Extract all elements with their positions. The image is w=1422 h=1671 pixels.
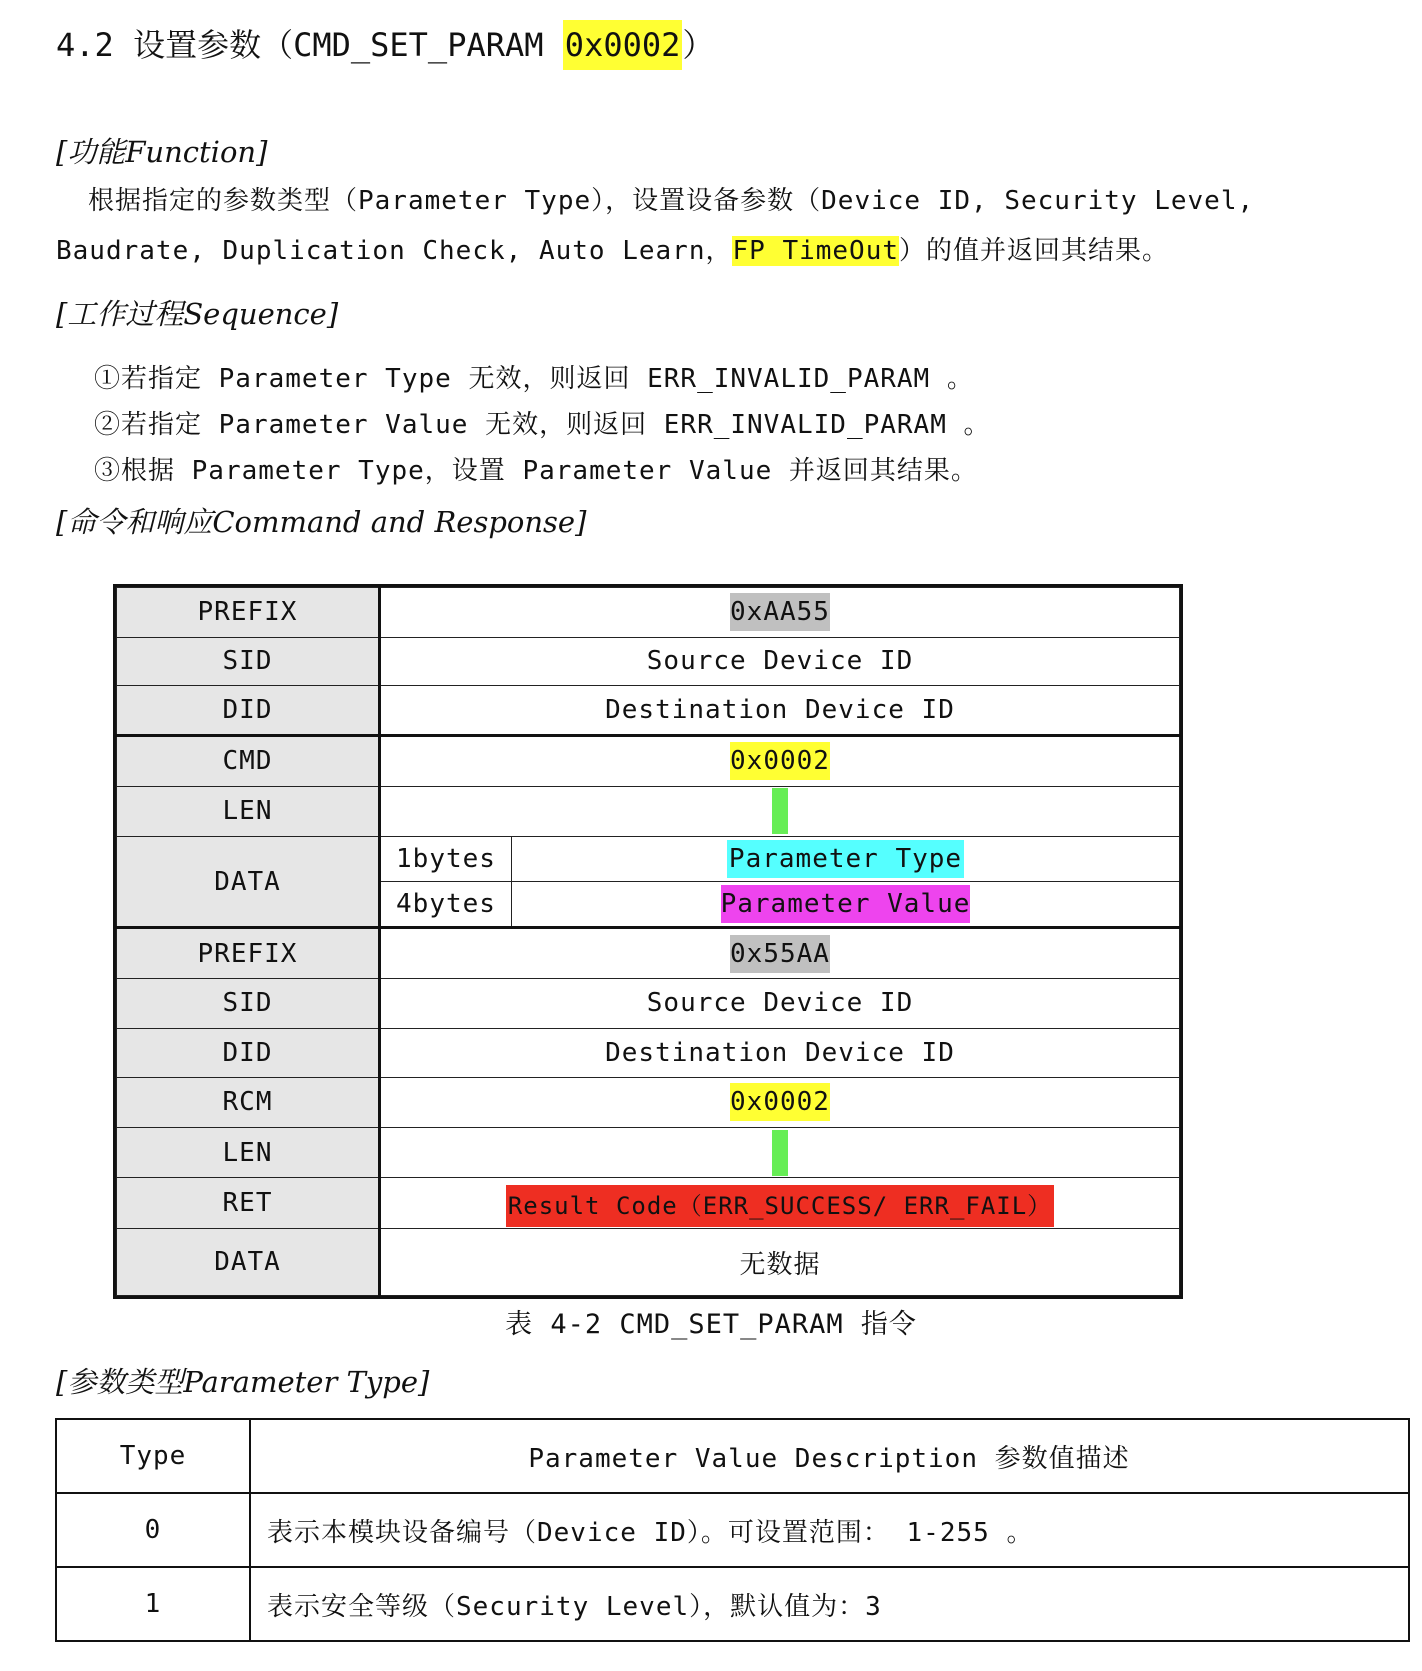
cmd-prefix-value: 0xAA55 bbox=[730, 593, 830, 631]
function-text-before: 根据指定的参数类型（Parameter Type），设置设备参数（Device ID, Security Level, Baudrate, Duplication Check, Auto Learn， bbox=[56, 186, 1255, 266]
command-response-table bbox=[113, 584, 1183, 1299]
description-cell: 表示安全等级（Security Level），默认值为：3 bbox=[250, 1567, 1409, 1641]
cmd-prefix-label: PREFIX bbox=[117, 588, 380, 638]
table-row bbox=[56, 1567, 1409, 1641]
cmd-cmd-label: CMD bbox=[117, 735, 380, 786]
rsp-rcm-value: 0x0002 bbox=[730, 1083, 830, 1121]
table-row bbox=[117, 837, 1180, 882]
cmd-len-label: LEN bbox=[117, 786, 380, 837]
data-size-cell: 4bytes bbox=[380, 881, 512, 928]
command-response-heading: [命令和响应Command and Response] bbox=[56, 505, 587, 539]
table-row bbox=[117, 735, 1180, 786]
cmd-did-label: DID bbox=[117, 686, 380, 736]
result-code-value: Result Code（ERR_SUCCESS/ ERR_FAIL） bbox=[506, 1185, 1054, 1227]
parameter-type-heading: [参数类型Parameter Type] bbox=[56, 1365, 430, 1399]
parameter-value-value: Parameter Value bbox=[721, 885, 971, 923]
sequence-step: ③根据 Parameter Type，设置 Parameter Value 并返回其结果。 bbox=[94, 456, 978, 486]
table-row bbox=[56, 1493, 1409, 1567]
table-row bbox=[117, 928, 1180, 979]
type-cell: 0 bbox=[56, 1493, 250, 1567]
type-column-header: Type bbox=[56, 1419, 250, 1493]
table-row bbox=[117, 1178, 1180, 1229]
parameter-type-table bbox=[55, 1418, 1410, 1642]
cmd-did-value: Destination Device ID bbox=[380, 686, 1180, 736]
description-cell: 表示本模块设备编号（Device ID）。可设置范围： 1-255 。 bbox=[250, 1493, 1409, 1567]
data-size-cell: 1bytes bbox=[380, 837, 512, 882]
sequence-heading: [工作过程Sequence] bbox=[56, 297, 339, 331]
len-marker bbox=[772, 1130, 788, 1176]
table-row bbox=[117, 786, 1180, 837]
description-column-header: Parameter Value Description 参数值描述 bbox=[250, 1419, 1409, 1493]
function-highlight: FP TimeOut bbox=[732, 236, 900, 266]
rsp-ret-label: RET bbox=[117, 1178, 380, 1229]
function-heading: [功能Function] bbox=[56, 135, 268, 169]
table-row bbox=[117, 588, 1180, 638]
table-header-row bbox=[56, 1419, 1409, 1493]
rsp-data-value: 无数据 bbox=[380, 1229, 1180, 1296]
function-description bbox=[56, 176, 1366, 276]
cmd-sid-label: SID bbox=[117, 637, 380, 686]
table-row bbox=[117, 1229, 1180, 1296]
rsp-prefix-label: PREFIX bbox=[117, 928, 380, 979]
cmd-data-label: DATA bbox=[117, 837, 380, 928]
rsp-len-label: LEN bbox=[117, 1127, 380, 1178]
rsp-did-value: Destination Device ID bbox=[380, 1028, 1180, 1078]
table-row bbox=[117, 1127, 1180, 1178]
sequence-step: ①若指定 Parameter Type 无效，则返回 ERR_INVALID_PARAM 。 bbox=[94, 364, 974, 394]
len-marker bbox=[772, 788, 788, 834]
rsp-sid-label: SID bbox=[117, 978, 380, 1028]
rsp-data-label: DATA bbox=[117, 1229, 380, 1296]
rsp-rcm-label: RCM bbox=[117, 1078, 380, 1128]
table-row bbox=[117, 1078, 1180, 1128]
table-caption: 表 4-2 CMD_SET_PARAM 指令 bbox=[505, 1309, 917, 1340]
table-row bbox=[117, 978, 1180, 1028]
parameter-type-value: Parameter Type bbox=[727, 840, 964, 878]
sequence-step: ②若指定 Parameter Value 无效，则返回 ERR_INVALID_PARAM 。 bbox=[94, 410, 991, 440]
rsp-prefix-value: 0x55AA bbox=[730, 935, 830, 973]
title-suffix: ） bbox=[682, 26, 715, 64]
table-row bbox=[117, 1028, 1180, 1078]
title-prefix: 4.2 设置参数（CMD_SET_PARAM bbox=[56, 26, 563, 64]
table-row bbox=[117, 686, 1180, 736]
cmd-cmd-value: 0x0002 bbox=[730, 742, 830, 780]
title-code-highlight: 0x0002 bbox=[563, 20, 683, 70]
table-row bbox=[117, 637, 1180, 686]
rsp-did-label: DID bbox=[117, 1028, 380, 1078]
section-title bbox=[56, 20, 714, 70]
rsp-sid-value: Source Device ID bbox=[380, 978, 1180, 1028]
cmd-sid-value: Source Device ID bbox=[380, 637, 1180, 686]
function-text-after: ）的值并返回其结果。 bbox=[899, 236, 1170, 266]
type-cell: 1 bbox=[56, 1567, 250, 1641]
